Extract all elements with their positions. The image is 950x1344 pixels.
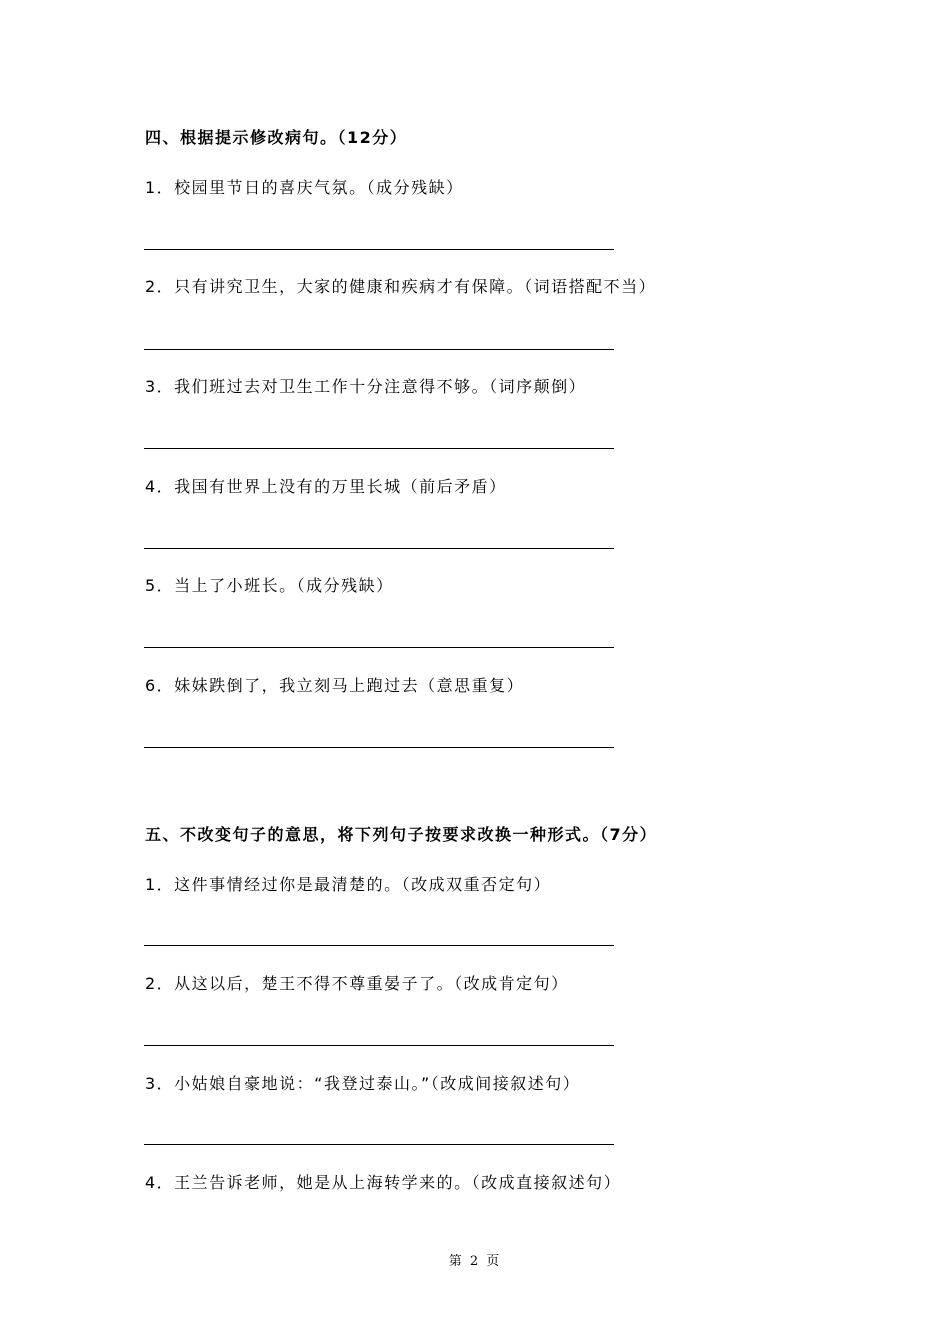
section-4-question-1: 1．校园里节日的喜庆气氛。（成分残缺） <box>145 178 464 197</box>
section-4-answer-line-6 <box>144 747 614 748</box>
section-4-answer-line-2 <box>144 349 614 350</box>
section-4-answer-line-1 <box>144 249 614 250</box>
section-5-question-2: 2．从这以后，楚王不得不尊重晏子了。（改成肯定句） <box>145 974 569 993</box>
section-5-answer-line-3 <box>144 1144 614 1145</box>
section-5-answer-line-2 <box>144 1045 614 1046</box>
section-5-question-4: 4．王兰告诉老师，她是从上海转学来的。（改成直接叙述句） <box>145 1173 622 1192</box>
section-4-answer-line-3 <box>144 448 614 449</box>
section-5-question-3: 3．小姑娘自豪地说：“我登过泰山。”（改成间接叙述句） <box>145 1074 581 1093</box>
section-4-question-2: 2．只有讲究卫生，大家的健康和疾病才有保障。（词语搭配不当） <box>145 277 657 296</box>
section-4-question-4: 4．我国有世界上没有的万里长城（前后矛盾） <box>145 477 507 496</box>
section-5-question-1: 1．这件事情经过你是最清楚的。（改成双重否定句） <box>145 875 552 894</box>
section-4-answer-line-5 <box>144 647 614 648</box>
section-4-heading: 四、根据提示修改病句。（12分） <box>145 128 408 147</box>
section-5-answer-line-1 <box>144 945 614 946</box>
section-5-heading: 五、不改变句子的意思，将下列句子按要求改换一种形式。（7分） <box>145 825 658 844</box>
section-4-question-5: 5．当上了小班长。（成分残缺） <box>145 576 394 595</box>
section-4-question-6: 6．妹妹跌倒了，我立刻马上跑过去（意思重复） <box>145 676 525 695</box>
section-4-question-3: 3．我们班过去对卫生工作十分注意得不够。（词序颠倒） <box>145 377 587 396</box>
page-number: 第 2 页 <box>448 1254 502 1269</box>
section-4-answer-line-4 <box>144 548 614 549</box>
